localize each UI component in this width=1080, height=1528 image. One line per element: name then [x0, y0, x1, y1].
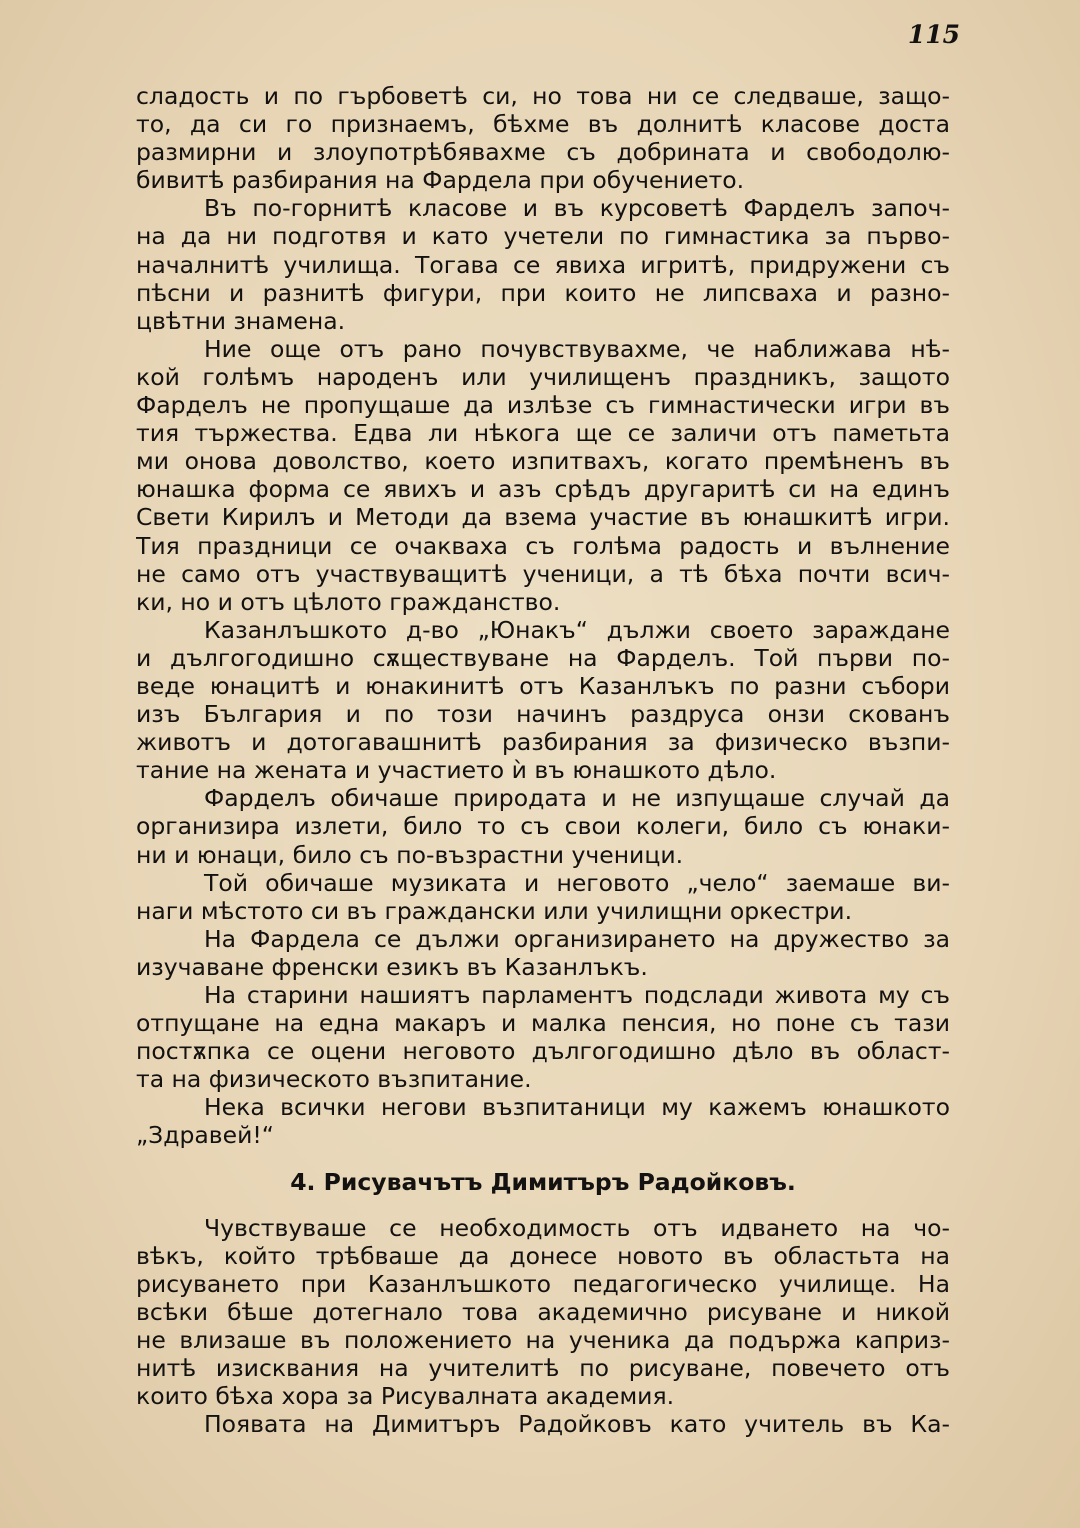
paragraph-8 — [136, 981, 950, 1093]
text-line: животъ и дотогавашнитѣ разбирания за физическо възпи- — [136, 728, 950, 757]
paragraph-3 — [136, 335, 950, 616]
text-line: юнашка форма се явихъ и азъ срѣдъ другаритѣ си на единъ — [136, 475, 950, 504]
text-line: тия тържества. Едва ли нѣкога ще се заличи отъ паметьта — [136, 419, 950, 448]
text-line: началнитѣ училища. Тогава се явиха игритѣ, придружени съ — [136, 250, 950, 279]
text-line: вѣкъ, който трѣбваше да донесе новото въ областьта на — [136, 1241, 950, 1270]
text-line: не само отъ участвуващитѣ ученици, а тѣ бѣха почти всич- — [136, 559, 950, 588]
text-line: които бѣха хора за Рисувалната академия. — [136, 1382, 675, 1411]
text-line: бивитѣ разбирания на Фардела при обучението. — [136, 166, 745, 195]
page-text — [136, 82, 950, 1438]
text-line: Фарделъ не пропущаше да излѣзе съ гимнастически игри въ — [136, 391, 950, 420]
text-line: ки, но и отъ цѣлото гражданство. — [136, 587, 561, 616]
text-line: та на физическото възпитание. — [136, 1065, 532, 1094]
paragraph-10 — [136, 1214, 950, 1411]
text-line: цвѣтни знамена. — [136, 306, 346, 335]
text-line: Ние още отъ рано почувствувахме, че наближава нѣ- — [204, 334, 950, 363]
paragraph-5 — [136, 784, 950, 868]
text-line: организира излети, било то съ свои колеги, било съ юнаки- — [136, 812, 950, 841]
paragraph-9 — [136, 1093, 950, 1149]
paragraph-11 — [136, 1410, 950, 1438]
text-line: Нека всички негови възпитаници му кажемъ юнашкото — [204, 1093, 950, 1122]
text-line: изучаване френски езикъ въ Казанлъкъ. — [136, 952, 648, 981]
text-line: пѣсни и разнитѣ фигури, при които не липсваха и разно- — [136, 278, 950, 307]
text-line: Той обичаше музиката и неговото „чело“ заемаше ви- — [204, 868, 950, 897]
text-line: изъ България и по този начинъ раздруса онзи скованъ — [136, 700, 950, 729]
text-line: на да ни подготвя и като учетели по гимнастика за първо- — [136, 222, 950, 251]
paragraph-1 — [136, 82, 950, 194]
page-number: 115 — [907, 20, 960, 49]
text-line: Фарделъ обичаше природата и не изпущаше случай да — [204, 784, 950, 813]
text-line: не влизаше въ положението на ученика да подържа каприз- — [136, 1325, 950, 1354]
text-line: рисуването при Казанлъшкото педагогическо училище. На — [136, 1269, 950, 1298]
text-line: Чувствуваше се необходимость отъ идването на чо- — [204, 1213, 950, 1242]
text-line: Свети Кирилъ и Методи да взема участие въ юнашкитѣ игри. — [136, 503, 950, 532]
text-line: наги мѣстото си въ граждански или училищни оркестри. — [136, 896, 853, 925]
text-line: сладость и по гърбоветѣ си, но това ни се следваше, защо- — [136, 82, 950, 110]
text-line: На Фардела се дължи организирането на дружество за — [204, 924, 950, 953]
text-line: ми онова доволство, което изпитвахъ, когато премѣненъ въ — [136, 447, 950, 476]
text-line: ни и юнаци, било съ по-възрастни ученици. — [136, 840, 684, 869]
paragraph-2 — [136, 194, 950, 334]
paragraph-6 — [136, 869, 950, 925]
text-line: то, да си го признаемъ, бѣхме въ долнитѣ класове доста — [136, 110, 950, 139]
text-line: нитѣ изисквания на учителитѣ по рисуване, повечето отъ — [136, 1354, 950, 1383]
text-line: постѫпка се оцени неговото дългогодишно дѣло въ област- — [136, 1037, 950, 1066]
text-line: веде юнацитѣ и юнакинитѣ отъ Казанлъкъ по разни събори — [136, 671, 950, 700]
text-line: Въ по-горнитѣ класове и въ курсоветѣ Фарделъ започ- — [204, 194, 950, 223]
section-heading: 4. Рисувачътъ Димитъръ Радойковъ. — [290, 1167, 796, 1196]
text-line: всѣки бѣше дотегнало това академично рисуване и никой — [136, 1297, 950, 1326]
text-line: отпущане на една макаръ и малка пенсия, но поне съ тази — [136, 1009, 950, 1038]
text-line: Появата на Димитъръ Радойковъ като учитель въ Ка- — [204, 1410, 950, 1439]
text-line: кой голѣмъ народенъ или училищенъ праздникъ, защото — [136, 362, 950, 391]
text-line: тание на жената и участието ѝ въ юнашкото дѣло. — [136, 756, 777, 785]
paragraph-4 — [136, 616, 950, 785]
text-line: и дългогодишно сѫществуване на Фарделъ. Той първи по- — [136, 643, 950, 672]
text-line: „Здравей!“ — [136, 1121, 274, 1150]
paragraph-7 — [136, 925, 950, 981]
text-line: Казанлъшкото д-во „Юнакъ“ дължи своето зараждане — [204, 615, 950, 644]
text-line: Тия праздници се очакваха съ голѣма радость и вълнение — [136, 531, 950, 560]
text-line: На старини нашиятъ парламентъ подслади живота му съ — [204, 981, 950, 1009]
text-line: размирни и злоупотрѣбявахме съ добрината и свободолю- — [136, 138, 950, 167]
